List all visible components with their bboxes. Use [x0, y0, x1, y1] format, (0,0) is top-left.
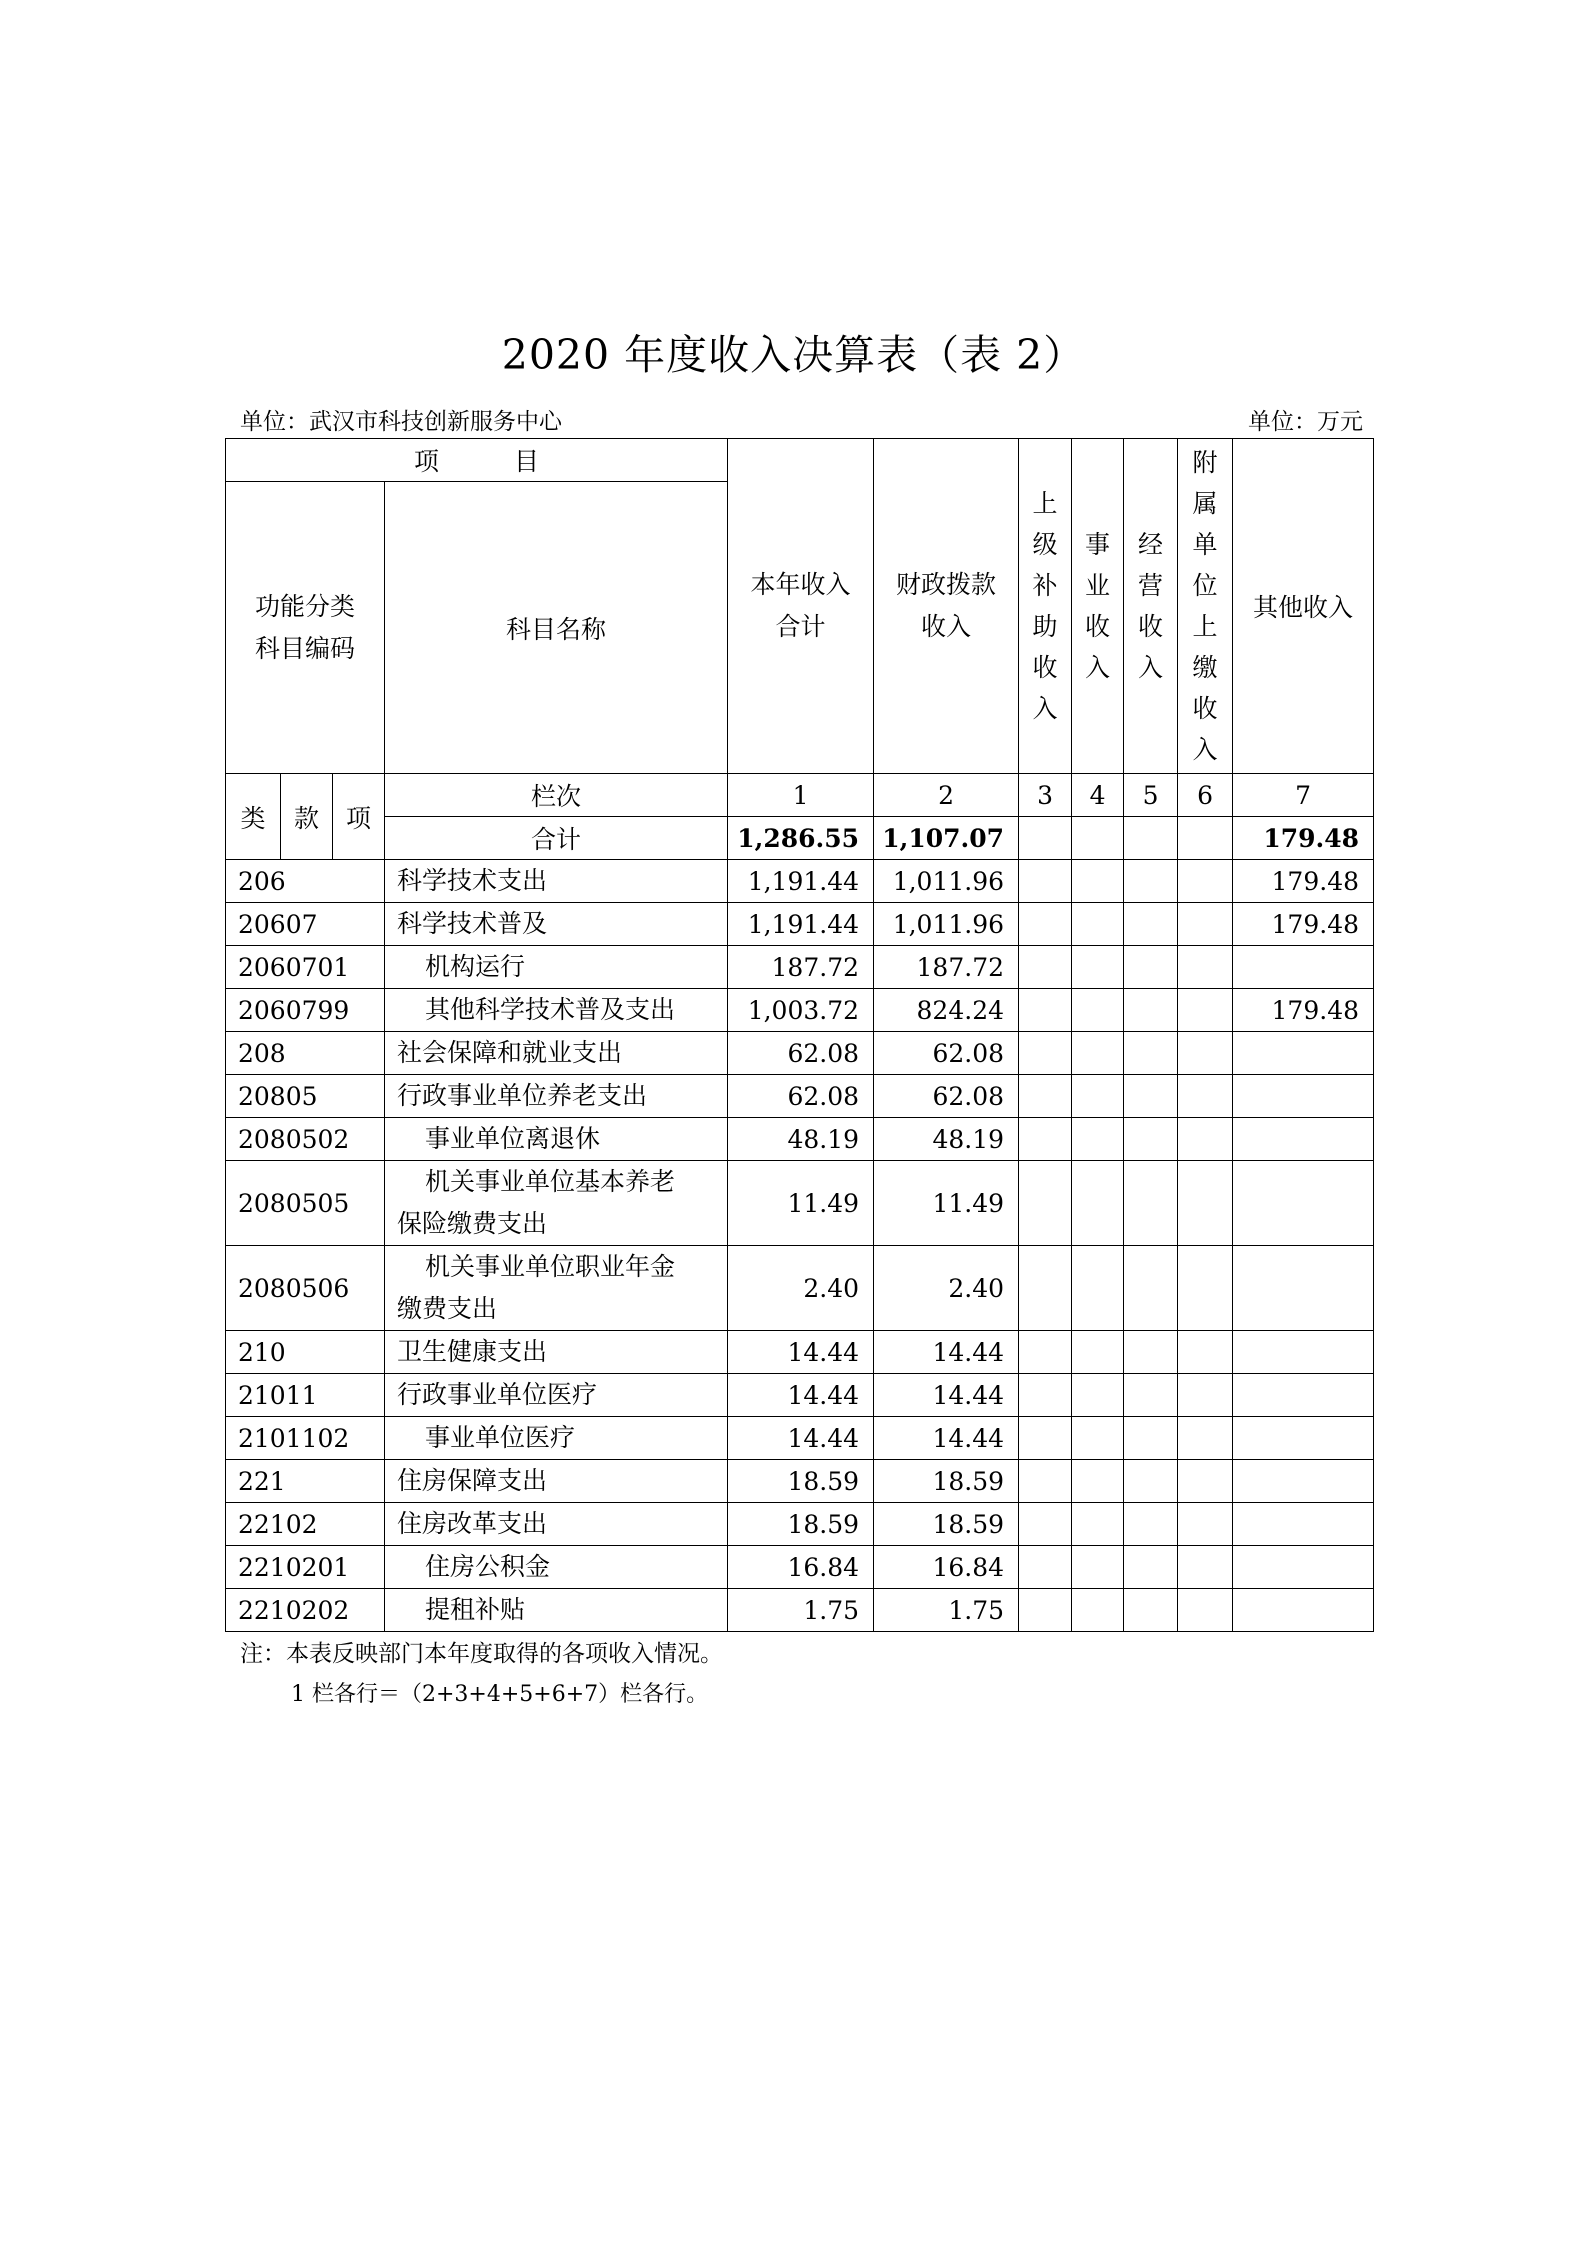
fiscal-income-value: 48.19	[874, 1118, 1019, 1161]
table-row	[226, 1032, 1374, 1075]
table-row	[226, 989, 1374, 1032]
total-income-value: 18.59	[728, 1503, 874, 1546]
subject-name: 科学技术支出	[385, 860, 728, 903]
subject-code: 22102	[226, 1503, 385, 1546]
unit-currency: 单位：万元	[1248, 409, 1363, 435]
fiscal-income-value: 1.75	[874, 1589, 1019, 1632]
header-affiliate-income: 附 属 单 位 上 缴 收 入	[1178, 439, 1233, 774]
subject-name: 机构运行	[385, 946, 728, 989]
total-income-value: 1.75	[728, 1589, 874, 1632]
other-income-value	[1233, 1374, 1374, 1417]
table-row	[226, 1546, 1374, 1589]
subject-name: 行政事业单位医疗	[385, 1374, 728, 1417]
fiscal-income-value: 18.59	[874, 1503, 1019, 1546]
total-fiscal: 1,107.07	[874, 817, 1019, 860]
total-row	[226, 817, 1374, 860]
unit-organization: 单位：武汉市科技创新服务中心	[240, 409, 562, 435]
other-income-value	[1233, 1161, 1374, 1246]
subject-code: 2210201	[226, 1546, 385, 1589]
subject-name: 其他科学技术普及支出	[385, 989, 728, 1032]
col-num: 4	[1072, 774, 1124, 817]
total-income-value: 14.44	[728, 1417, 874, 1460]
subject-code: 210	[226, 1331, 385, 1374]
other-income-value	[1233, 1032, 1374, 1075]
header-total-income: 本年收入 合计	[728, 439, 874, 774]
total-income-value: 1,191.44	[728, 903, 874, 946]
total-income-value: 11.49	[728, 1161, 874, 1246]
header-fiscal-income: 财政拨款 收入	[874, 439, 1019, 774]
other-income-value	[1233, 1118, 1374, 1161]
other-income-value	[1233, 1546, 1374, 1589]
other-income-value: 179.48	[1233, 903, 1374, 946]
other-income-value	[1233, 946, 1374, 989]
other-income-value	[1233, 1503, 1374, 1546]
total-income-value: 14.44	[728, 1374, 874, 1417]
page-title: 2020 年度收入决算表（表 2）	[501, 331, 1086, 379]
total-income-value: 187.72	[728, 946, 874, 989]
subject-name: 住房公积金	[385, 1546, 728, 1589]
fiscal-income-value: 824.24	[874, 989, 1019, 1032]
other-income-value	[1233, 1331, 1374, 1374]
subject-name: 卫生健康支出	[385, 1331, 728, 1374]
header-project: 项 目	[226, 439, 728, 482]
header-xiang: 项	[333, 774, 385, 860]
table-row	[226, 903, 1374, 946]
subject-name: 事业单位医疗	[385, 1417, 728, 1460]
header-superior-subsidy: 上 级 补 助 收 入	[1019, 439, 1072, 774]
fiscal-income-value: 14.44	[874, 1417, 1019, 1460]
table-row	[226, 1589, 1374, 1632]
fiscal-income-value: 1,011.96	[874, 860, 1019, 903]
fiscal-income-value: 62.08	[874, 1075, 1019, 1118]
fiscal-income-value: 2.40	[874, 1246, 1019, 1331]
subject-name: 事业单位离退休	[385, 1118, 728, 1161]
subject-code: 2060799	[226, 989, 385, 1032]
other-income-value	[1233, 1075, 1374, 1118]
note-line-2: 1 栏各行＝（2+3+4+5+6+7）栏各行。	[291, 1682, 709, 1707]
other-income-value	[1233, 1417, 1374, 1460]
subject-code: 206	[226, 860, 385, 903]
income-table	[225, 438, 1374, 1632]
header-kuan: 款	[281, 774, 333, 860]
subject-name: 机关事业单位基本养老 保险缴费支出	[385, 1161, 728, 1246]
subject-code: 221	[226, 1460, 385, 1503]
other-income-value: 179.48	[1233, 989, 1374, 1032]
total-label: 合计	[385, 817, 728, 860]
fiscal-income-value: 62.08	[874, 1032, 1019, 1075]
subject-name: 住房改革支出	[385, 1503, 728, 1546]
subject-name: 科学技术普及	[385, 903, 728, 946]
total-income-value: 2.40	[728, 1246, 874, 1331]
fiscal-income-value: 16.84	[874, 1546, 1019, 1589]
fiscal-income-value: 14.44	[874, 1331, 1019, 1374]
header-other-income: 其他收入	[1233, 439, 1374, 774]
total-income-value: 16.84	[728, 1546, 874, 1589]
subject-code: 208	[226, 1032, 385, 1075]
fiscal-income-value: 11.49	[874, 1161, 1019, 1246]
subject-code: 2060701	[226, 946, 385, 989]
col-num: 5	[1124, 774, 1178, 817]
total-income-value: 62.08	[728, 1032, 874, 1075]
table-row	[226, 1417, 1374, 1460]
subject-code: 2101102	[226, 1417, 385, 1460]
col-num: 1	[728, 774, 874, 817]
table-row	[226, 1331, 1374, 1374]
other-income-value	[1233, 1246, 1374, 1331]
note-line-1: 注：本表反映部门本年度取得的各项收入情况。	[240, 1641, 723, 1667]
subject-code: 2080505	[226, 1161, 385, 1246]
subject-name: 住房保障支出	[385, 1460, 728, 1503]
subject-name: 提租补贴	[385, 1589, 728, 1632]
table-row	[226, 946, 1374, 989]
total-income-value: 1,003.72	[728, 989, 874, 1032]
subject-name: 机关事业单位职业年金 缴费支出	[385, 1246, 728, 1331]
subject-name: 行政事业单位养老支出	[385, 1075, 728, 1118]
header-operating-income: 经 营 收 入	[1124, 439, 1178, 774]
total-income-value: 1,191.44	[728, 860, 874, 903]
header-subject-name: 科目名称	[385, 482, 728, 774]
header-func-code: 功能分类 科目编码	[226, 482, 385, 774]
header-lei: 类	[226, 774, 281, 860]
table-row	[226, 860, 1374, 903]
total-income-value: 14.44	[728, 1331, 874, 1374]
other-income-value	[1233, 1589, 1374, 1632]
col-num: 3	[1019, 774, 1072, 817]
other-income-value: 179.48	[1233, 860, 1374, 903]
subject-code: 2210202	[226, 1589, 385, 1632]
total-income-value: 48.19	[728, 1118, 874, 1161]
total-value: 1,286.55	[728, 817, 874, 860]
subject-code: 20607	[226, 903, 385, 946]
table-row	[226, 1118, 1374, 1161]
subject-name: 社会保障和就业支出	[385, 1032, 728, 1075]
fiscal-income-value: 187.72	[874, 946, 1019, 989]
other-income-value	[1233, 1460, 1374, 1503]
subject-code: 20805	[226, 1075, 385, 1118]
fiscal-income-value: 14.44	[874, 1374, 1019, 1417]
subject-code: 21011	[226, 1374, 385, 1417]
total-income-value: 62.08	[728, 1075, 874, 1118]
table-row	[226, 1161, 1374, 1246]
subject-code: 2080502	[226, 1118, 385, 1161]
header-lanci: 栏次	[385, 774, 728, 817]
col-num: 2	[874, 774, 1019, 817]
col-num: 7	[1233, 774, 1374, 817]
fiscal-income-value: 18.59	[874, 1460, 1019, 1503]
subject-code: 2080506	[226, 1246, 385, 1331]
total-other: 179.48	[1233, 817, 1374, 860]
header-business-income: 事 业 收 入	[1072, 439, 1124, 774]
table-row	[226, 1246, 1374, 1331]
table-row	[226, 1503, 1374, 1546]
table-row	[226, 1075, 1374, 1118]
fiscal-income-value: 1,011.96	[874, 903, 1019, 946]
table-row	[226, 1460, 1374, 1503]
col-num: 6	[1178, 774, 1233, 817]
table-row	[226, 1374, 1374, 1417]
total-income-value: 18.59	[728, 1460, 874, 1503]
